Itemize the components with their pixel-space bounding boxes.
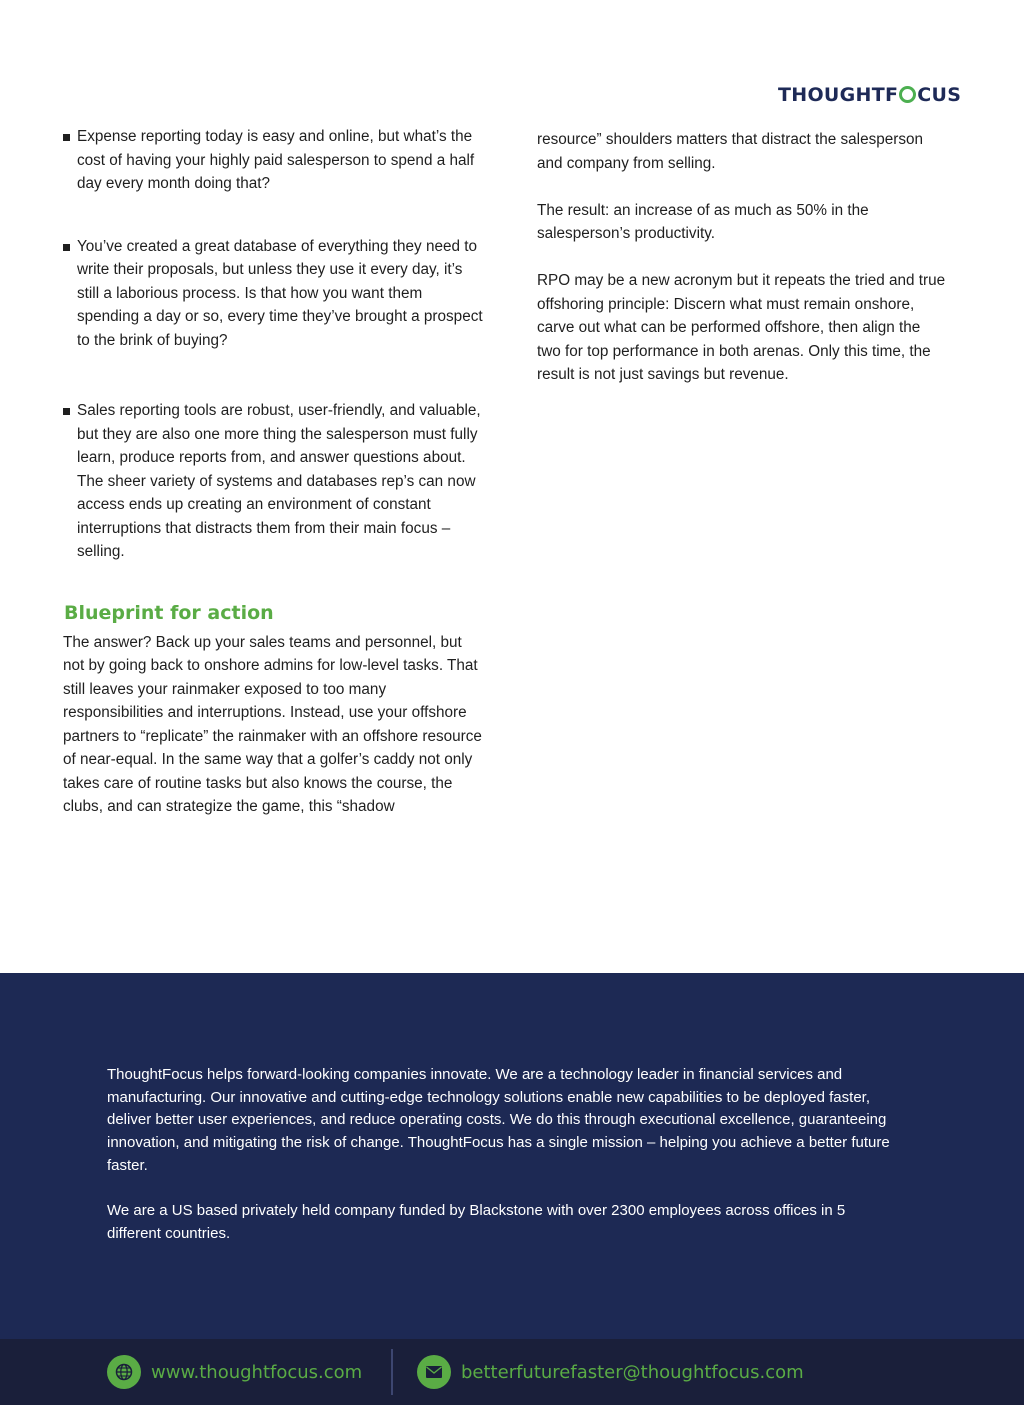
contact-bar [0,1339,1024,1405]
website-link[interactable] [107,1355,362,1389]
body-paragraph: resource” shoulders matters that distract the salesperson and company from selling. [537,131,923,172]
body-paragraph: The result: an increase of as much as 50% in the salesperson’s productivity. [537,201,869,242]
bullet-square-icon [63,244,70,251]
thoughtfocus-logo [778,84,961,106]
body-paragraph: The answer? Back up your sales teams and personnel, but not by going back to onshore admins for low-level tasks. That still leaves your rainmaker exposed to too many responsibilities and interruptions. Instead, use your offshore partners to “replicate” the rainmaker with an offshore resource of near-equal. In the same way that a golfer’s caddy not only takes care of routine tasks but also knows the course, the clubs, and can strategize the game, this “shadow [63,633,482,815]
about-paragraph: We are a US based privately held company funded by Blackstone with over 2300 employees across offices in 5 different countries. [107,1202,846,1242]
logo-text-left: THOUGHTF [778,84,899,106]
section-heading: Blueprint for action [64,601,274,624]
bullet-item [63,235,483,353]
email-text: betterfuturefaster@thoughtfocus.com [461,1361,804,1383]
bullet-item [63,125,483,196]
about-text [107,1064,897,1246]
right-column [537,128,947,387]
bullet-square-icon [63,408,70,415]
logo-text-right: CUS [917,84,962,106]
left-column [63,125,483,819]
bullet-text: You’ve created a great database of everything they need to write their proposals, but unless they use it every day, it’s still a laborious process. Is that how you want them spending a day or so, every time they’ve brought a prospect to the brink of buying? [77,237,483,349]
bullet-text: Expense reporting today is easy and online, but what’s the cost of having your highly paid salesperson to spend a half day every month doing that? [77,128,475,192]
bullet-item [63,399,483,564]
envelope-icon [417,1355,451,1389]
website-text: www.thoughtfocus.com [151,1361,363,1383]
about-paragraph: ThoughtFocus helps forward-looking companies innovate. We are a technology leader in financial services and manufacturing. Our innovative and cutting-edge technology solutions enable new capabilities to be deployed faster, deliver better user experiences, and reduce operating costs. We do this through executional excellence, guaranteeing innovation, and mitigating the risk of change. ThoughtFocus has a single mission – helping you achieve a better future faster. [107,1066,890,1174]
contact-divider [391,1349,393,1395]
bullet-square-icon [63,134,70,141]
globe-icon [107,1355,141,1389]
about-section [0,973,1024,1339]
body-paragraph: RPO may be a new acronym but it repeats the tried and true offshoring principle: Discern what must remain onshore, carve out what can be performed offshore, then align the two for top performance in both arenas. Only this time, the result is not just savings but revenue. [537,272,946,383]
bullet-text: Sales reporting tools are robust, user-friendly, and valuable, but they are also one more thing the salesperson must fully learn, produce reports from, and answer questions about. The sheer variety of systems and databases rep’s can now access ends up creating an environment of constant interruptions that distracts them from their main focus – selling. [77,402,481,560]
email-link[interactable] [417,1355,804,1389]
logo-o-mark [899,86,916,103]
